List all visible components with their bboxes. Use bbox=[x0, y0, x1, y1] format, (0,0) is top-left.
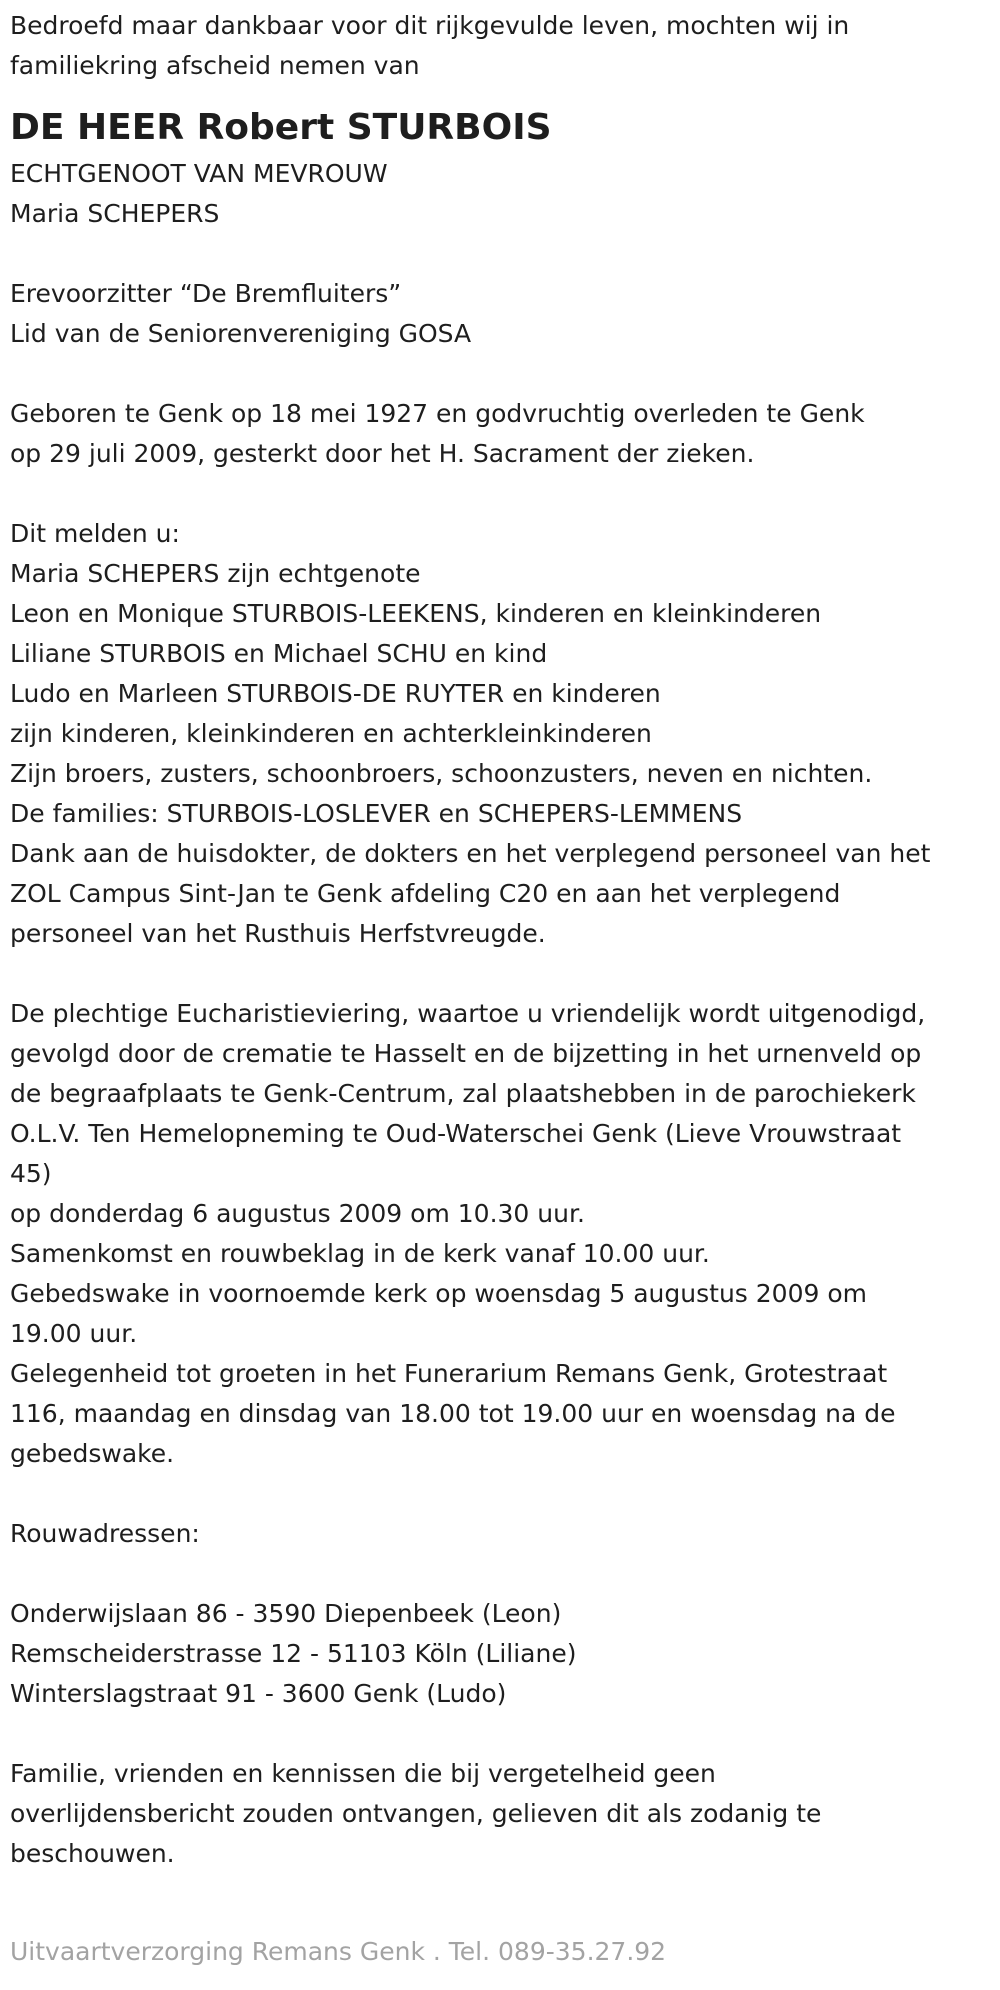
announcer-line: Dit melden u: bbox=[10, 519, 180, 548]
spouse-line: ECHTGENOOT VAN MEVROUW bbox=[10, 159, 388, 188]
announcer-line: ZOL Campus Sint-Jan te Genk afdeling C20 en aan het verplegend bbox=[10, 879, 841, 908]
deceased-name-heading: DE HEER Robert STURBOIS bbox=[10, 107, 552, 148]
address-line: Winterslagstraat 91 - 3600 Genk (Ludo) bbox=[10, 1679, 507, 1708]
addresses-label: Rouwadressen: bbox=[10, 1519, 200, 1548]
closing-line: beschouwen. bbox=[10, 1839, 175, 1868]
announcers-block bbox=[10, 514, 995, 954]
addresses-block bbox=[10, 1594, 995, 1714]
spacer bbox=[10, 1554, 995, 1594]
ceremony-line: op donderdag 6 augustus 2009 om 10.30 uur. bbox=[10, 1199, 585, 1228]
ceremony-line: 19.00 uur. bbox=[10, 1319, 138, 1348]
spacer bbox=[10, 1714, 995, 1754]
intro-line: familiekring afscheid nemen van bbox=[10, 51, 420, 80]
announcer-line: De families: STURBOIS-LOSLEVER en SCHEPERS-LEMMENS bbox=[10, 799, 743, 828]
announcer-line: Leon en Monique STURBOIS-LEEKENS, kinderen en kleinkinderen bbox=[10, 599, 822, 628]
ceremony-line: 45) bbox=[10, 1159, 52, 1188]
announcer-line: personeel van het Rusthuis Herfstvreugde. bbox=[10, 919, 546, 948]
closing-block bbox=[10, 1754, 995, 1874]
ceremony-line: De plechtige Eucharistieviering, waartoe u vriendelijk wordt uitgenodigd, bbox=[10, 999, 926, 1028]
announcer-line: Liliane STURBOIS en Michael SCHU en kind bbox=[10, 639, 548, 668]
announcer-line: Maria SCHEPERS zijn echtgenote bbox=[10, 559, 421, 588]
ceremony-line: gebedswake. bbox=[10, 1439, 175, 1468]
ceremony-line: 116, maandag en dinsdag van 18.00 tot 19.00 uur en woensdag na de bbox=[10, 1399, 896, 1428]
function-line: Lid van de Seniorenvereniging GOSA bbox=[10, 319, 472, 348]
announcer-line: zijn kinderen, kleinkinderen en achterkleinkinderen bbox=[10, 719, 652, 748]
functions-block bbox=[10, 274, 995, 354]
spacer bbox=[10, 474, 995, 514]
ceremony-line: Gebedswake in voornoemde kerk op woensdag 5 augustus 2009 om bbox=[10, 1279, 867, 1308]
address-line: Remscheiderstrasse 12 - 51103 Köln (Liliane) bbox=[10, 1639, 577, 1668]
intro-line: Bedroefd maar dankbaar voor dit rijkgevulde leven, mochten wij in bbox=[10, 11, 850, 40]
ceremony-line: Gelegenheid tot groeten in het Funerarium Remans Genk, Grotestraat bbox=[10, 1359, 888, 1388]
spacer bbox=[10, 954, 995, 994]
spacer bbox=[10, 1474, 995, 1514]
funeral-home-footer: Uitvaartverzorging Remans Genk . Tel. 089-35.27.92 bbox=[10, 1937, 667, 1966]
spacer bbox=[10, 354, 995, 394]
closing-line: Familie, vrienden en kennissen die bij vergetelheid geen bbox=[10, 1759, 716, 1788]
ceremony-line: gevolgd door de crematie te Hasselt en de bijzetting in het urnenveld op bbox=[10, 1039, 922, 1068]
spacer bbox=[10, 234, 995, 274]
ceremony-line: de begraafplaats te Genk-Centrum, zal plaatshebben in de parochiekerk bbox=[10, 1079, 916, 1108]
birth-death-line: Geboren te Genk op 18 mei 1927 en godvruchtig overleden te Genk bbox=[10, 399, 865, 428]
ceremony-line: Samenkomst en rouwbeklag in de kerk vanaf 10.00 uur. bbox=[10, 1239, 710, 1268]
function-line: Erevoorzitter “De Bremfluiters” bbox=[10, 279, 402, 308]
birth-death-block bbox=[10, 394, 995, 474]
spouse-line: Maria SCHEPERS bbox=[10, 199, 220, 228]
intro-paragraph bbox=[10, 6, 995, 86]
closing-line: overlijdensbericht zouden ontvangen, gelieven dit als zodanig te bbox=[10, 1799, 822, 1828]
announcer-line: Zijn broers, zusters, schoonbroers, schoonzusters, neven en nichten. bbox=[10, 759, 873, 788]
birth-death-line: op 29 juli 2009, gesterkt door het H. Sacrament der zieken. bbox=[10, 439, 755, 468]
spouse-block bbox=[10, 154, 995, 234]
ceremony-line: O.L.V. Ten Hemelopneming te Oud-Waterschei Genk (Lieve Vrouwstraat bbox=[10, 1119, 902, 1148]
address-line: Onderwijslaan 86 - 3590 Diepenbeek (Leon) bbox=[10, 1599, 562, 1628]
announcer-line: Dank aan de huisdokter, de dokters en het verplegend personeel van het bbox=[10, 839, 931, 868]
obituary-document bbox=[10, 6, 995, 1874]
ceremony-block bbox=[10, 994, 995, 1474]
announcer-line: Ludo en Marleen STURBOIS-DE RUYTER en kinderen bbox=[10, 679, 661, 708]
